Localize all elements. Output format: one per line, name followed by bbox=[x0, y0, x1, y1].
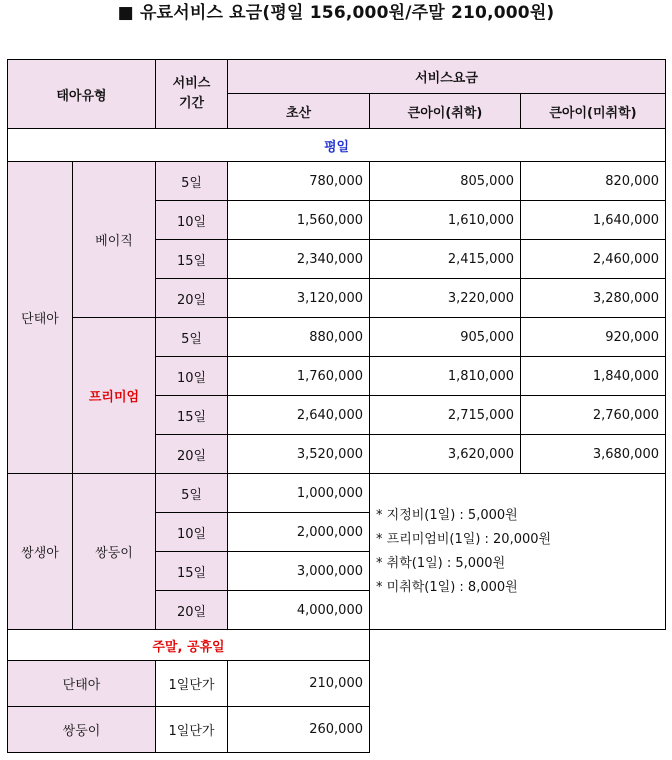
note-designation: * 지정비(1일) : 5,000원 bbox=[376, 507, 518, 523]
fee-cell: 905,000 bbox=[370, 318, 521, 357]
fee-cell: 880,000 bbox=[228, 318, 370, 357]
fee-cell: 920,000 bbox=[521, 318, 666, 357]
twins-sub-label: 쌍둥이 bbox=[73, 474, 156, 630]
fee-cell: 2,760,000 bbox=[521, 396, 666, 435]
weekend-type: 쌍둥이 bbox=[8, 707, 156, 753]
header-preschool: 큰아이(미취학) bbox=[521, 94, 666, 129]
fee-cell: 4,000,000 bbox=[228, 591, 370, 630]
period-cell: 10일 bbox=[156, 513, 228, 552]
header-period: 서비스 기간 bbox=[156, 60, 228, 129]
period-cell: 5일 bbox=[156, 162, 228, 201]
fee-cell: 2,640,000 bbox=[228, 396, 370, 435]
blank-area bbox=[370, 630, 666, 753]
fee-cell: 3,000,000 bbox=[228, 552, 370, 591]
fee-cell: 1,560,000 bbox=[228, 201, 370, 240]
basic-label: 베이직 bbox=[73, 162, 156, 318]
weekend-period: 1일단가 bbox=[156, 661, 228, 707]
fee-cell: 1,000,000 bbox=[228, 474, 370, 513]
fee-cell: 820,000 bbox=[521, 162, 666, 201]
fee-cell: 2,340,000 bbox=[228, 240, 370, 279]
note-premium: * 프리미엄비(1일) : 20,000원 bbox=[376, 531, 552, 547]
header-first-birth: 초산 bbox=[228, 94, 370, 129]
period-cell: 10일 bbox=[156, 201, 228, 240]
period-cell: 20일 bbox=[156, 435, 228, 474]
fee-cell: 3,520,000 bbox=[228, 435, 370, 474]
fee-cell: 1,640,000 bbox=[521, 201, 666, 240]
note-school-age: * 취학(1일) : 5,000원 bbox=[376, 555, 506, 571]
fee-cell: 805,000 bbox=[370, 162, 521, 201]
fee-cell: 2,460,000 bbox=[521, 240, 666, 279]
weekend-fee: 210,000 bbox=[228, 661, 370, 707]
period-cell: 15일 bbox=[156, 396, 228, 435]
fee-cell: 3,280,000 bbox=[521, 279, 666, 318]
weekend-fee: 260,000 bbox=[228, 707, 370, 753]
header-fee: 서비스요금 bbox=[228, 60, 666, 94]
singleton-label: 단태아 bbox=[8, 162, 73, 474]
fee-cell: 3,120,000 bbox=[228, 279, 370, 318]
fee-cell: 2,415,000 bbox=[370, 240, 521, 279]
fee-cell: 1,760,000 bbox=[228, 357, 370, 396]
header-school-age: 큰아이(취학) bbox=[370, 94, 521, 129]
fee-cell: 1,840,000 bbox=[521, 357, 666, 396]
weekend-type: 단태아 bbox=[8, 661, 156, 707]
period-cell: 5일 bbox=[156, 474, 228, 513]
fee-cell: 2,000,000 bbox=[228, 513, 370, 552]
period-cell: 15일 bbox=[156, 552, 228, 591]
header-type: 태아유형 bbox=[8, 60, 156, 129]
fee-cell: 1,810,000 bbox=[370, 357, 521, 396]
weekend-label: 주말, 공휴일 bbox=[8, 630, 370, 661]
period-cell: 20일 bbox=[156, 279, 228, 318]
fee-table bbox=[7, 59, 666, 753]
weekend-period: 1일단가 bbox=[156, 707, 228, 753]
fee-cell: 3,220,000 bbox=[370, 279, 521, 318]
weekday-label: 평일 bbox=[8, 129, 666, 162]
period-cell: 10일 bbox=[156, 357, 228, 396]
fee-cell: 1,610,000 bbox=[370, 201, 521, 240]
page-title: ■ 유료서비스 요금(평일 156,000원/주말 210,000원) bbox=[117, 3, 555, 23]
fee-cell: 3,620,000 bbox=[370, 435, 521, 474]
premium-label: 프리미엄 bbox=[73, 318, 156, 474]
twins-label: 쌍생아 bbox=[8, 474, 73, 630]
fee-cell: 2,715,000 bbox=[370, 396, 521, 435]
fee-cell: 3,680,000 bbox=[521, 435, 666, 474]
surcharge-notes bbox=[370, 474, 666, 630]
note-preschool: * 미취학(1일) : 8,000원 bbox=[376, 579, 518, 595]
period-cell: 5일 bbox=[156, 318, 228, 357]
period-cell: 15일 bbox=[156, 240, 228, 279]
fee-cell: 780,000 bbox=[228, 162, 370, 201]
period-cell: 20일 bbox=[156, 591, 228, 630]
